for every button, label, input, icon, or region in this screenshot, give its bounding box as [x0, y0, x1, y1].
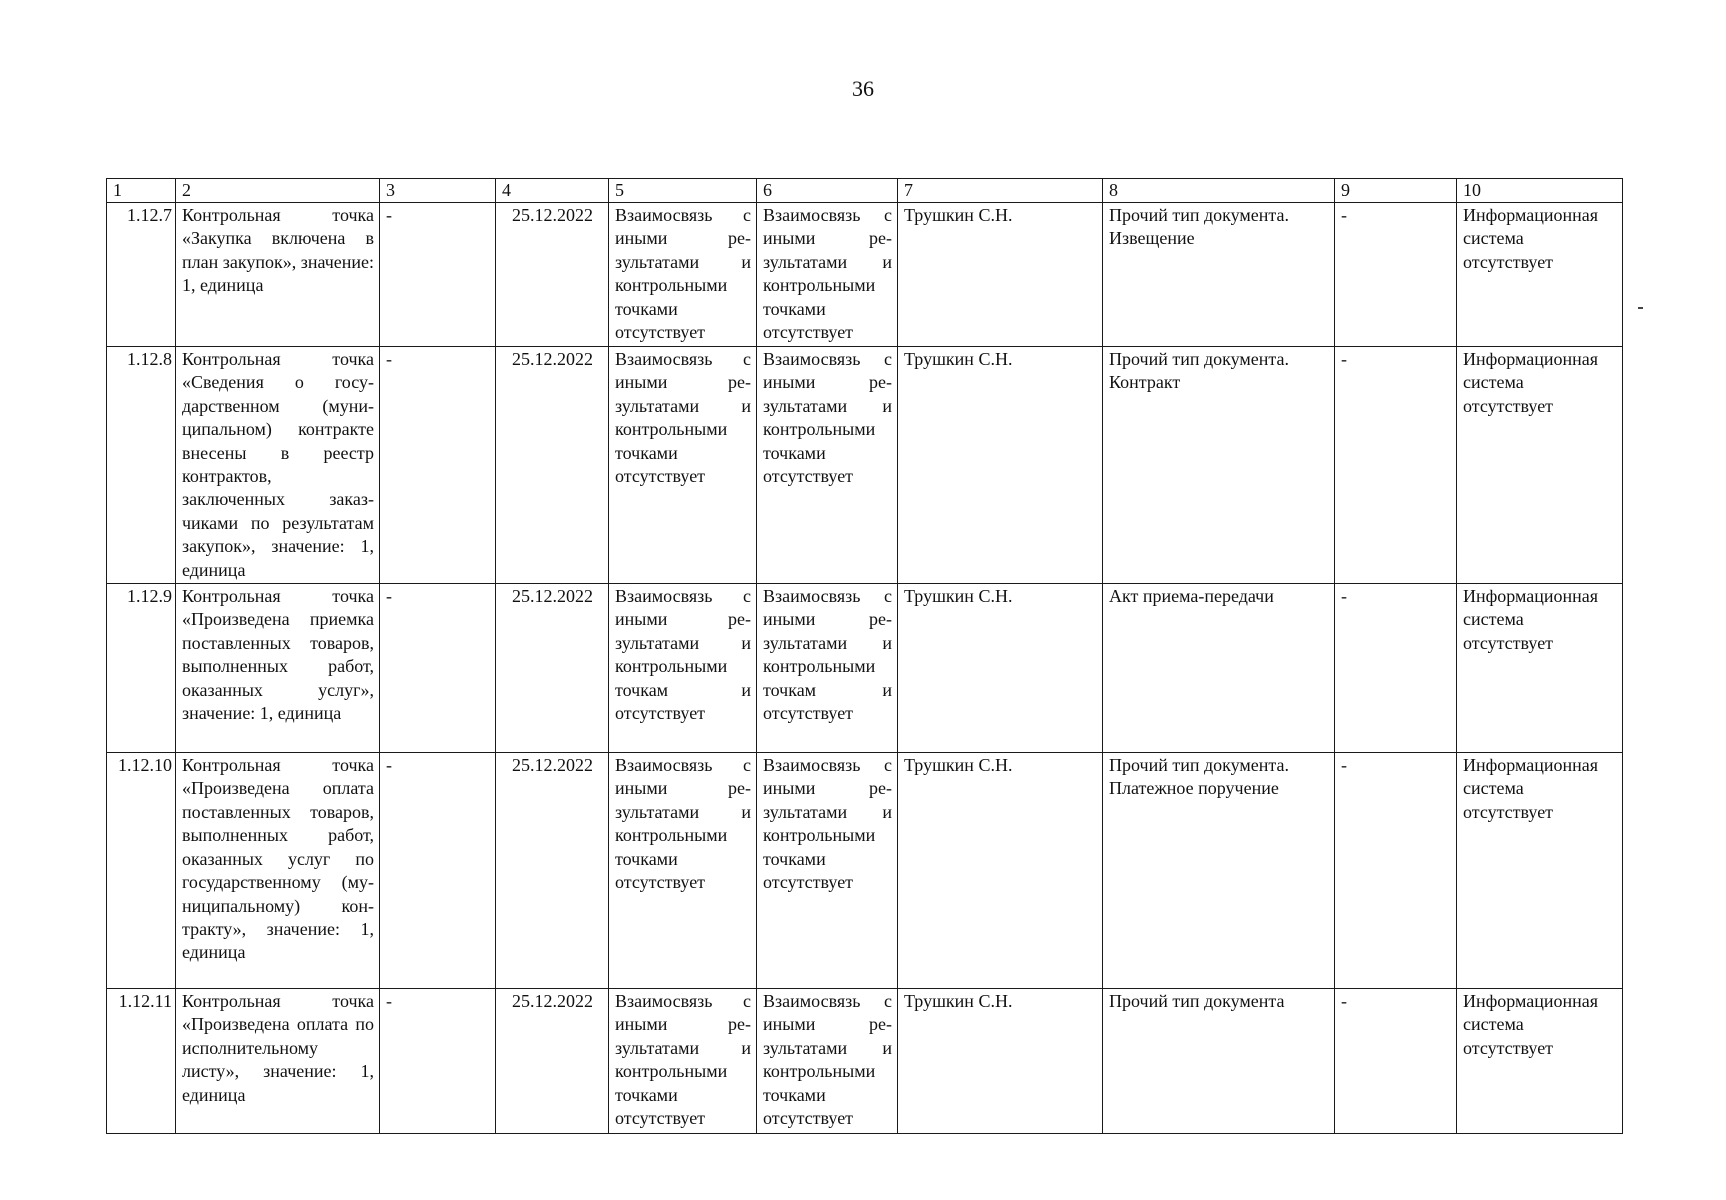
column-9-cell: - [1335, 203, 1457, 347]
relation-results-cell: Взаимосвязь с иными результатами и контрольными точками отсутствует [609, 989, 757, 1134]
date-cell: 25.12.2022 [496, 584, 609, 753]
information-system-cell: Информационная система отсутствует [1457, 584, 1623, 753]
control-point-name-cell: Контрольная точка «Сведения о государственном (муниципальном) контракте внесены в реестр контрактов, заключенных заказчиками по результатам закупок», значение: 1, единица [176, 347, 380, 584]
document-type-cell: Прочий тип документа. Платежное поручение [1103, 753, 1335, 989]
document-type-cell: Прочий тип документа. Извещение [1103, 203, 1335, 347]
relation-results-cell: Взаимосвязь с иными результатами и контрольными точками отсутствует [609, 203, 757, 347]
header-cell-2: 2 [176, 179, 380, 203]
row-number-cell: 1.12.8 [107, 347, 176, 584]
information-system-cell: Информационная система отсутствует [1457, 989, 1623, 1134]
header-cell-6: 6 [757, 179, 898, 203]
document-type-cell: Акт приема-передачи [1103, 584, 1335, 753]
row-number-cell: 1.12.10 [107, 753, 176, 989]
information-system-cell: Информационная система отсутствует [1457, 753, 1623, 989]
column-3-cell: - [380, 584, 496, 753]
column-9-cell: - [1335, 753, 1457, 989]
row-number-cell: 1.12.9 [107, 584, 176, 753]
header-cell-8: 8 [1103, 179, 1335, 203]
date-cell: 25.12.2022 [496, 203, 609, 347]
date-cell: 25.12.2022 [496, 753, 609, 989]
responsible-cell: Трушкин С.Н. [898, 753, 1103, 989]
column-3-cell: - [380, 347, 496, 584]
scan-artifact-mark [1638, 307, 1643, 309]
responsible-cell: Трушкин С.Н. [898, 347, 1103, 584]
header-cell-4: 4 [496, 179, 609, 203]
date-cell: 25.12.2022 [496, 989, 609, 1134]
relation-points-cell: Взаимосвязь с иными результатами и контрольными точками отсутствует [757, 347, 898, 584]
control-point-name-cell: Контрольная точка «Произведена оплата по исполнительному листу», значение: 1, единица [176, 989, 380, 1134]
table-row [107, 584, 1623, 753]
header-cell-10: 10 [1457, 179, 1623, 203]
table-row [107, 347, 1623, 584]
header-cell-5: 5 [609, 179, 757, 203]
information-system-cell: Информационная система отсутствует [1457, 347, 1623, 584]
responsible-cell: Трушкин С.Н. [898, 203, 1103, 347]
relation-points-cell: Взаимосвязь с иными результатами и контрольными точкам и отсутствует [757, 584, 898, 753]
table-row [107, 203, 1623, 347]
header-cell-1: 1 [107, 179, 176, 203]
column-3-cell: - [380, 203, 496, 347]
relation-points-cell: Взаимосвязь с иными результатами и контрольными точками отсутствует [757, 989, 898, 1134]
relation-results-cell: Взаимосвязь с иными результатами и контрольными точками отсутствует [609, 347, 757, 584]
relation-results-cell: Взаимосвязь с иными результатами и контрольными точками отсутствует [609, 753, 757, 989]
responsible-cell: Трушкин С.Н. [898, 989, 1103, 1134]
date-cell: 25.12.2022 [496, 347, 609, 584]
control-point-name-cell: Контрольная точка «Произведена оплата поставленных товаров, выполненных работ, оказанных услуг по государственному (муниципальному) контракту», значение: 1, единица [176, 753, 380, 989]
column-3-cell: - [380, 989, 496, 1134]
column-9-cell: - [1335, 989, 1457, 1134]
relation-results-cell: Взаимосвязь с иными результатами и контрольными точкам и отсутствует [609, 584, 757, 753]
column-9-cell: - [1335, 584, 1457, 753]
table-row [107, 989, 1623, 1134]
header-cell-9: 9 [1335, 179, 1457, 203]
document-type-cell: Прочий тип документа [1103, 989, 1335, 1134]
control-point-name-cell: Контрольная точка «Произведена приемка поставленных товаров, выполненных работ, оказанных услуг», значение: 1, единица [176, 584, 380, 753]
page-number: 36 [852, 76, 874, 101]
row-number-cell: 1.12.11 [107, 989, 176, 1134]
relation-points-cell: Взаимосвязь с иными результатами и контрольными точками отсутствует [757, 753, 898, 989]
control-points-table [106, 178, 1623, 1134]
control-point-name-cell: Контрольная точка «Закупка включена в план закупок», значение: 1, единица [176, 203, 380, 347]
column-3-cell: - [380, 753, 496, 989]
information-system-cell: Информационная система отсутствует [1457, 203, 1623, 347]
row-number-cell: 1.12.7 [107, 203, 176, 347]
header-cell-3: 3 [380, 179, 496, 203]
responsible-cell: Трушкин С.Н. [898, 584, 1103, 753]
document-type-cell: Прочий тип документа. Контракт [1103, 347, 1335, 584]
relation-points-cell: Взаимосвязь с иными результатами и контрольными точками отсутствует [757, 203, 898, 347]
table-row [107, 753, 1623, 989]
column-9-cell: - [1335, 347, 1457, 584]
header-cell-7: 7 [898, 179, 1103, 203]
table-header-row [107, 179, 1623, 203]
